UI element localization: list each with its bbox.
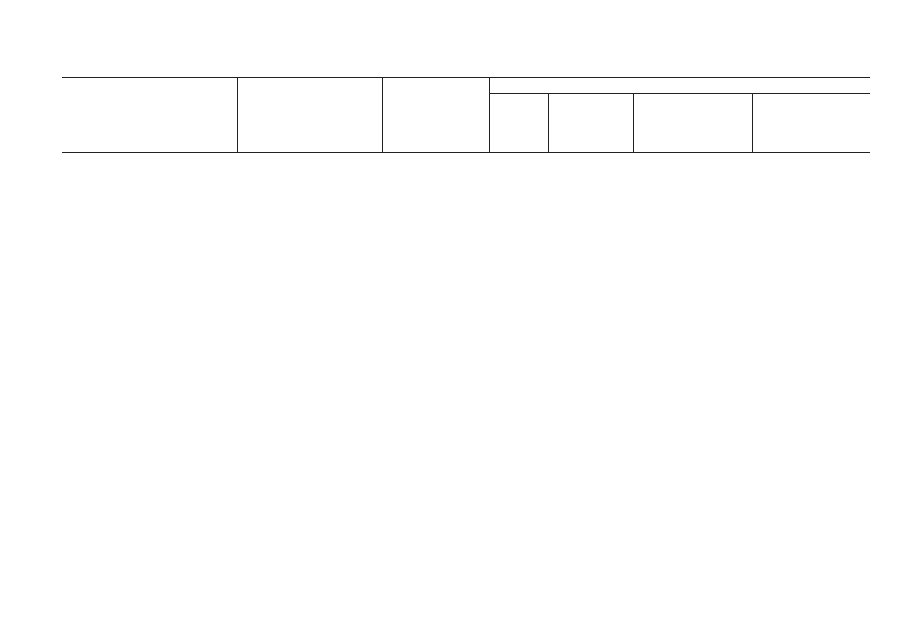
col-divider: [489, 77, 490, 153]
funding-subheader-rule: [489, 93, 870, 94]
header-bottom-rule: [62, 152, 870, 153]
col-divider: [382, 77, 383, 153]
col-divider: [548, 93, 549, 153]
col-divider: [237, 77, 238, 153]
table-top-rule: [62, 77, 870, 78]
col-divider: [752, 93, 753, 153]
col-divider: [633, 93, 634, 153]
